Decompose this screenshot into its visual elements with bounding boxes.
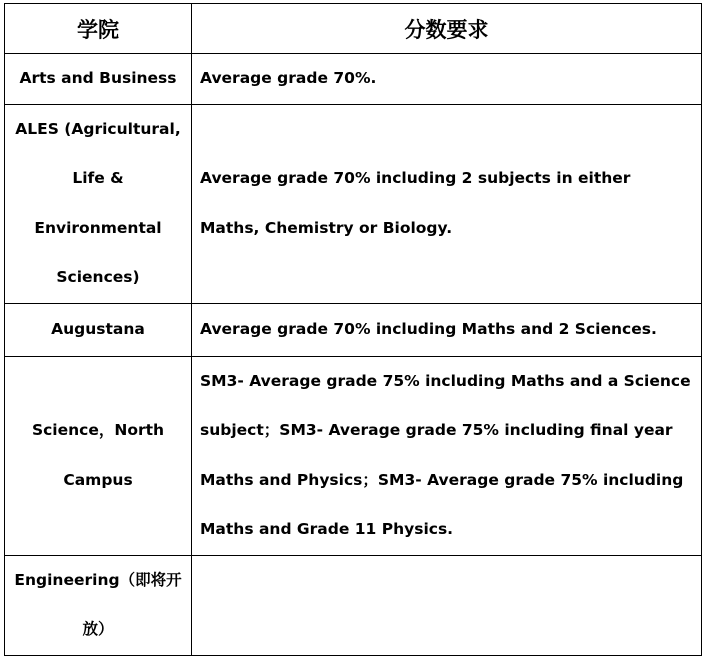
college-cell: ALES (Agricultural, Life & Environmental Sciences) [5, 104, 192, 303]
requirement-cell: Average grade 70% including 2 subjects in either Maths, Chemistry or Biology. [192, 104, 702, 303]
requirement-cell: Average grade 70%. [192, 54, 702, 105]
table-row [5, 555, 702, 655]
requirement-cell: SM3- Average grade 75% including Maths and a Science subject；SM3- Average grade 75% including final year Maths and Physics；SM3- Average grade 75% including Maths and Grade 11 Physics. [192, 356, 702, 555]
college-cell: Engineering（即将开放） [5, 555, 192, 655]
header-requirement: 分数要求 [192, 4, 702, 54]
college-cell: Science，North Campus [5, 356, 192, 555]
college-cell: Arts and Business [5, 54, 192, 105]
header-college: 学院 [5, 4, 192, 54]
admission-requirements-table [4, 3, 702, 656]
requirement-cell: Average grade 70% including Maths and 2 Sciences. [192, 303, 702, 356]
table-row [5, 54, 702, 105]
requirement-cell [192, 555, 702, 655]
header-row [5, 4, 702, 54]
college-cell: Augustana [5, 303, 192, 356]
table-row [5, 303, 702, 356]
table-row [5, 356, 702, 555]
table-row [5, 104, 702, 303]
